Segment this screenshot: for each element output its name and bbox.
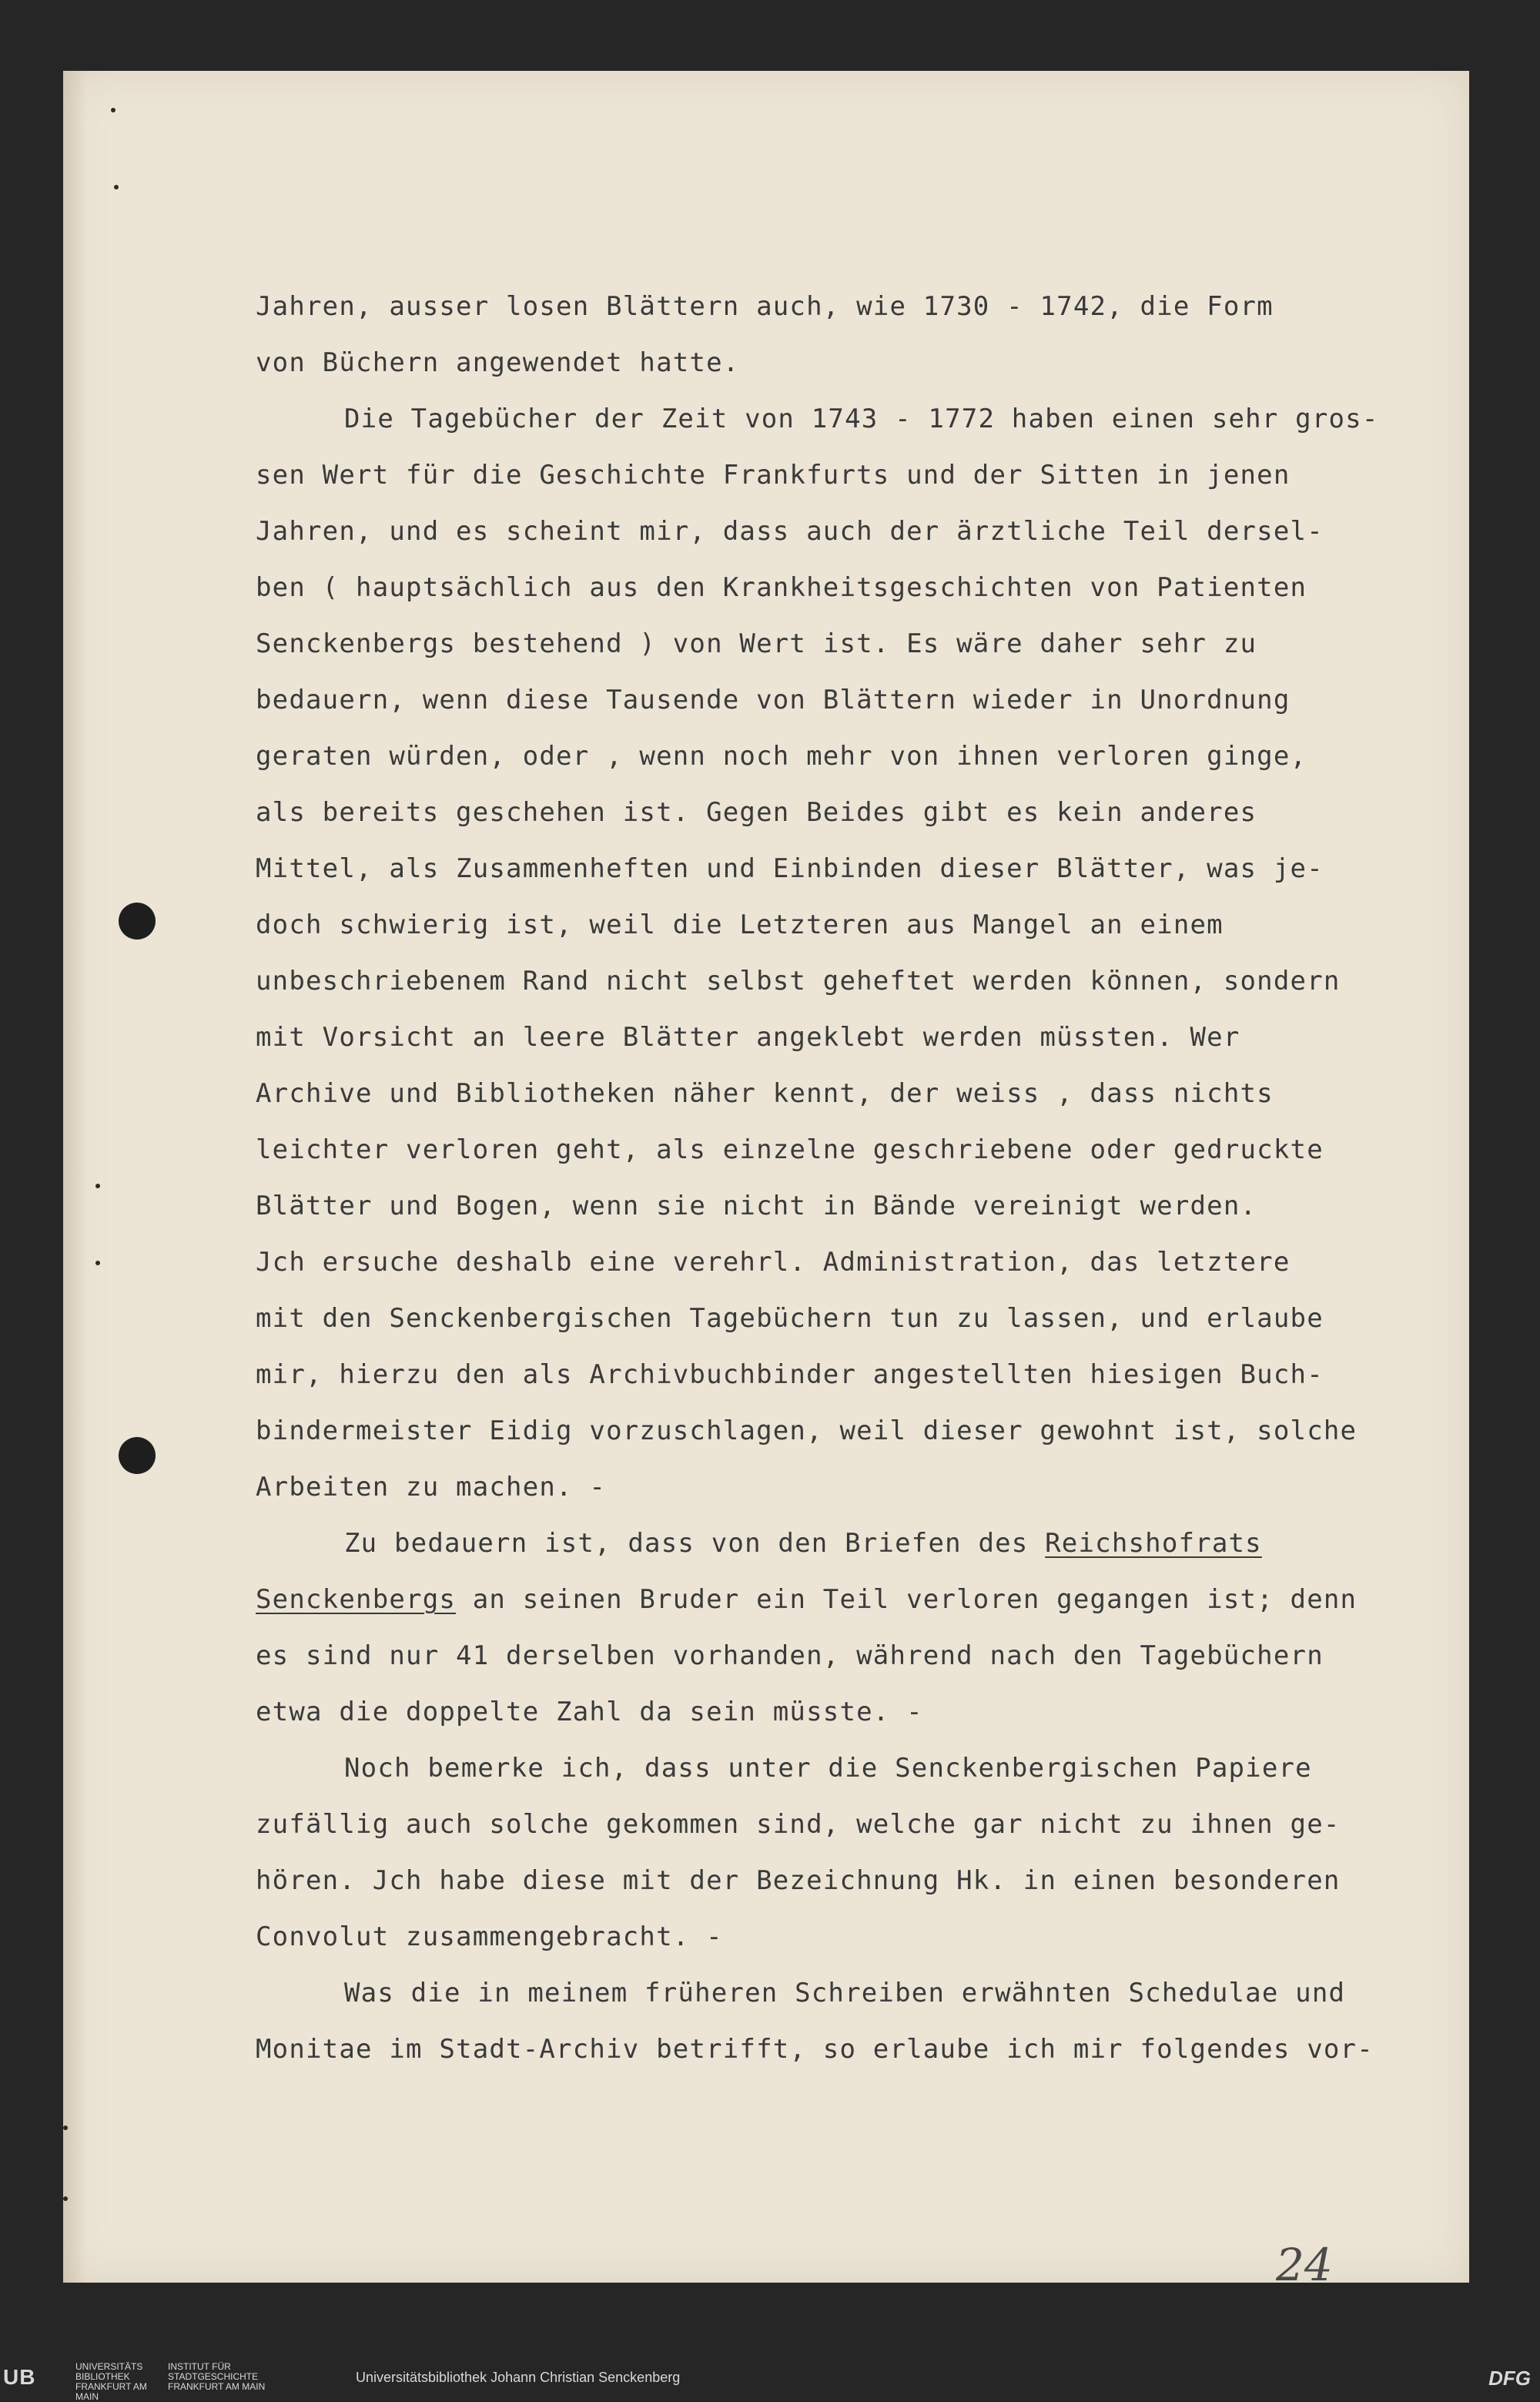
isg-logo: INSTITUT FÜR STADTGESCHICHTE FRANKFURT AM MAIN xyxy=(168,2361,266,2392)
text-line: Jahren, und es scheint mir, dass auch der ärztliche Teil dersel- xyxy=(256,516,1324,547)
text-line: doch schwierig ist, weil die Letzteren aus Mangel an einem xyxy=(256,910,1224,940)
text-line: Monitae im Stadt-Archiv betrifft, so erlaube ich mir folgendes vor- xyxy=(256,2034,1374,2065)
punch-hole-lower xyxy=(119,1437,156,1474)
text-line: mir, hierzu den als Archivbuchbinder angestellten hiesigen Buch- xyxy=(256,1359,1324,1390)
paper-speck xyxy=(114,185,119,189)
text-segment: Zu bedauern ist, dass von den Briefen des xyxy=(344,1528,1046,1559)
paper-speck xyxy=(63,2196,68,2201)
text-line: Archive und Bibliotheken näher kennt, der weiss , dass nichts xyxy=(256,1078,1274,1109)
text-line: bindermeister Eidig vorzuschlagen, weil dieser gewohnt ist, solche xyxy=(256,1415,1358,1446)
text-line: Jch ersuche deshalb eine verehrl. Administration, das letztere xyxy=(256,1247,1291,1278)
text-segment: an seinen Bruder ein Teil verloren gegangen ist; denn xyxy=(456,1584,1358,1615)
underlined-term-reichshofrats: Reichshofrats xyxy=(1045,1528,1262,1559)
underlined-term-senckenbergs: Senckenbergs xyxy=(256,1584,457,1615)
ub-logo-subtitle: UNIVERSITÄTS BIBLIOTHEK FRANKFURT AM MAIN xyxy=(75,2361,147,2402)
dfg-logo: DFG xyxy=(1488,2367,1531,2390)
text-line: Senckenbergs bestehend ) von Wert ist. Es wäre daher sehr zu xyxy=(256,628,1257,659)
text-line: Noch bemerke ich, dass unter die Senckenbergischen Papiere xyxy=(344,1753,1312,1784)
punch-hole-upper xyxy=(119,903,156,940)
text-line: Convolut zusammengebracht. - xyxy=(256,1921,723,1952)
sheet-edge-shading xyxy=(63,71,86,2283)
text-line: etwa die doppelte Zahl da sein müsste. - xyxy=(256,1697,923,1727)
text-line: Jahren, ausser losen Blättern auch, wie 1730 - 1742, die Form xyxy=(256,291,1274,322)
text-line: Die Tagebücher der Zeit von 1743 - 1772 haben einen sehr gros- xyxy=(344,404,1379,434)
text-line: geraten würden, oder , wenn noch mehr von ihnen verloren ginge, xyxy=(256,741,1307,772)
text-lines-top xyxy=(256,279,1518,1516)
text-line: Blätter und Bogen, wenn sie nicht in Bände vereinigt werden. xyxy=(256,1191,1257,1221)
text-line: unbeschriebenem Rand nicht selbst geheftet werden können, sondern xyxy=(256,966,1341,997)
institution-label: Universitätsbibliothek Johann Christian Senckenberg xyxy=(356,2370,681,2385)
text-line: sen Wert für die Geschichte Frankfurts und der Sitten in jenen xyxy=(256,460,1291,491)
text-line: leichter verloren geht, als einzelne geschriebene oder gedruckte xyxy=(256,1134,1324,1165)
text-line: mit Vorsicht an leere Blätter angeklebt werden müssten. Wer xyxy=(256,1022,1240,1053)
document-sheet xyxy=(63,71,1469,2291)
text-line: es sind nur 41 derselben vorhanden, während nach den Tagebüchern xyxy=(256,1640,1324,1671)
text-lines-bottom xyxy=(256,1628,1518,2078)
paper-speck xyxy=(111,108,116,112)
text-line: Was die in meinem früheren Schreiben erwähnten Schedulae und xyxy=(344,1978,1346,2008)
text-line-reichshofrat xyxy=(256,1516,1518,1572)
handwritten-page-number: 24 xyxy=(1276,2239,1333,2291)
paper-speck xyxy=(95,1261,100,1265)
text-line: bedauern, wenn diese Tausende von Blättern wieder in Unordnung xyxy=(256,685,1291,715)
text-line: ben ( hauptsächlich aus den Krankheitsgeschichten von Patienten xyxy=(256,572,1307,603)
footer-bar xyxy=(0,2356,1540,2400)
paper-speck xyxy=(63,2126,68,2130)
text-line: Mittel, als Zusammenheften und Einbinden dieser Blätter, was je- xyxy=(256,853,1324,884)
text-line: als bereits geschehen ist. Gegen Beides gibt es kein anderes xyxy=(256,797,1257,828)
text-line: zufällig auch solche gekommen sind, welche gar nicht zu ihnen ge- xyxy=(256,1809,1341,1840)
text-line: Arbeiten zu machen. - xyxy=(256,1472,607,1503)
text-line: hören. Jch habe diese mit der Bezeichnung Hk. in einen besonderen xyxy=(256,1865,1341,1896)
text-line: mit den Senckenbergischen Tagebüchern tun zu lassen, und erlaube xyxy=(256,1303,1324,1334)
text-line: von Büchern angewendet hatte. xyxy=(256,347,740,378)
typed-letter-body xyxy=(256,279,1518,2078)
paper-speck xyxy=(95,1184,100,1188)
text-line-senckenbergs xyxy=(256,1572,1518,1628)
ub-logo: UB xyxy=(3,2365,36,2389)
